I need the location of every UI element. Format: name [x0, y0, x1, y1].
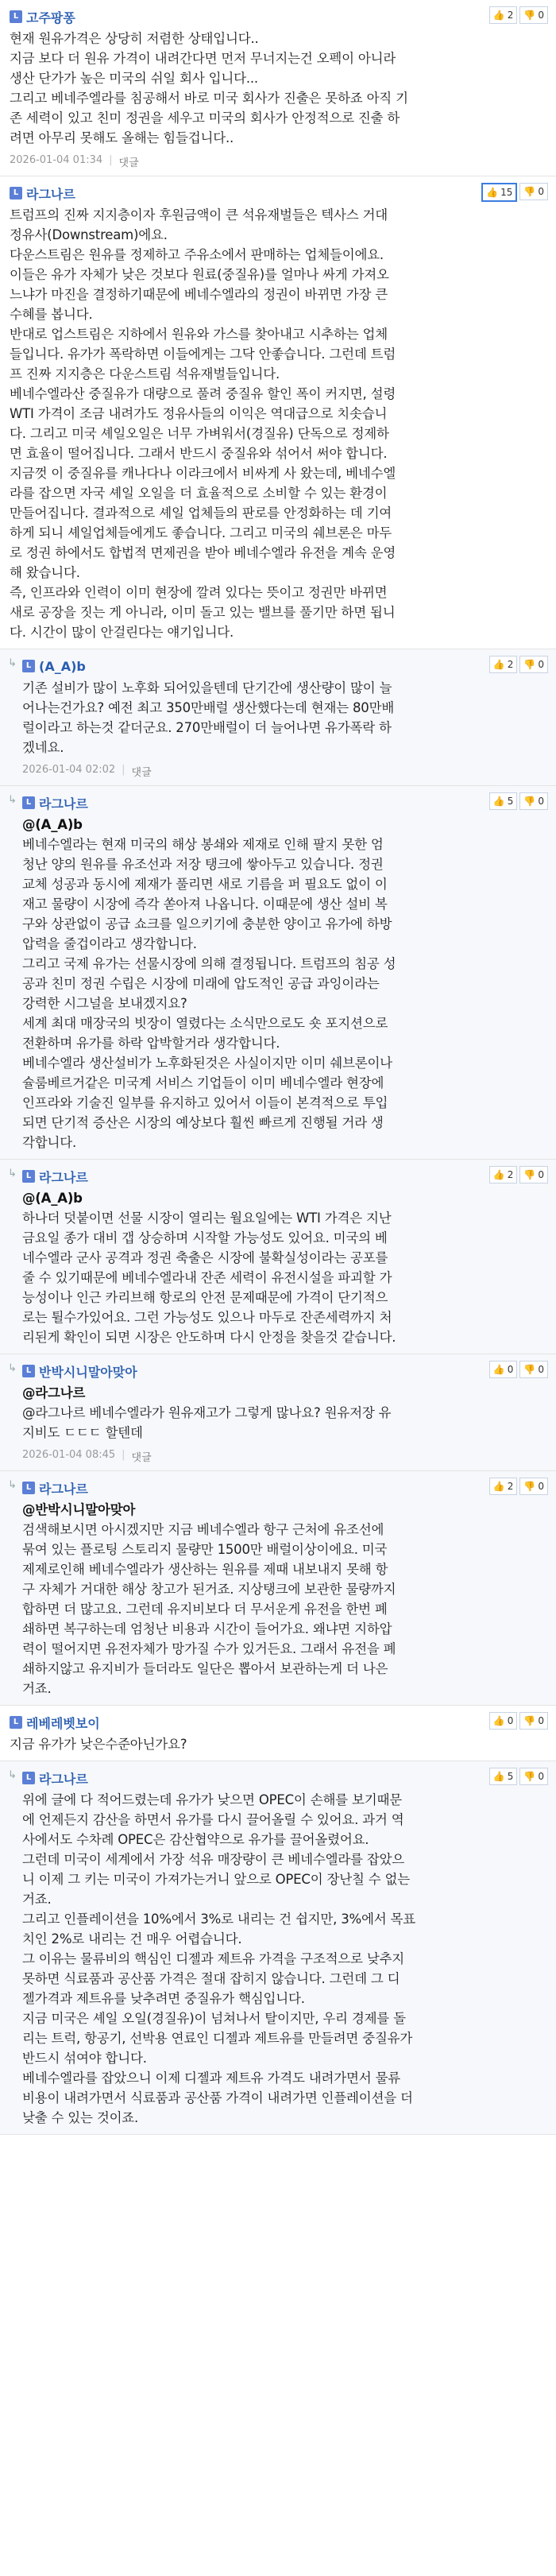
comment-item [0, 0, 556, 176]
downvote-count: 0 [538, 186, 544, 197]
downvote-count: 0 [538, 1169, 544, 1180]
comment-text-line: 리는 트럭, 항공기, 선박용 연료인 디젤과 제트유를 만들려면 중질유가 [22, 2031, 413, 2046]
comment-text-line: 반대로 업스트림은 지하에서 원유와 가스를 찾아내고 시추하는 업체 [10, 327, 388, 342]
thumbs-up-icon: 👍 [492, 1771, 505, 1782]
user-level-icon: L [22, 1170, 35, 1183]
thumbs-up-icon: 👍 [492, 1169, 505, 1180]
upvote-button[interactable] [489, 792, 518, 810]
comment-text-line: 위에 글에 다 적어드렸는데 유가가 낮으면 OPEC이 손해를 보기때문 [22, 1792, 402, 1807]
comment-text-line: 만들어집니다. 결과적으로 셰일 업체들의 판로를 안정화하는 데 기여 [10, 506, 392, 521]
comment-item [0, 1761, 556, 2135]
comment-header [22, 1166, 546, 1187]
comment-text-line: 겠네요. [22, 740, 64, 755]
downvote-button[interactable] [519, 792, 548, 810]
comment-text-line: 되면 단기적 증산은 시장의 예상보다 훨씬 빠르게 진행될 거라 생 [22, 1115, 384, 1130]
upvote-count: 15 [500, 187, 513, 198]
comment-text-line: 프 진짜 지지층은 다운스트림 석유재벌들입니다. [10, 366, 280, 382]
reply-link[interactable]: 댓글 [118, 157, 139, 169]
comment-header [22, 1478, 546, 1498]
comment-text-line: 지금 미국은 셰일 오일(경질유)이 넘쳐나서 탈이지만, 우리 경제를 돌 [22, 2011, 406, 2026]
thumbs-down-icon: 👎 [523, 659, 536, 670]
upvote-button[interactable] [489, 656, 518, 673]
comment-text-line: 존 세력이 있고 친미 정권을 세우고 미국의 회사가 안정적으로 진출 하 [10, 110, 400, 126]
author-nickname[interactable]: 반박시니말아맞아 [39, 1364, 137, 1380]
comment-text-line: 재고 물량이 시장에 즉각 쏟아져 나옵니다. 이때문에 생산 설비 복 [22, 897, 388, 912]
comment-text-line: 지비도 ㄷㄷㄷ 할텐데 [22, 1425, 143, 1440]
reply-arrow-icon: ↳ [8, 657, 17, 669]
author-nickname[interactable]: (A_A)b [39, 658, 86, 674]
author-nickname[interactable]: 고주팡퐁 [26, 10, 75, 25]
upvote-count: 2 [507, 10, 514, 21]
meta-divider: | [122, 1449, 125, 1461]
downvote-count: 0 [538, 659, 544, 670]
comment-meta [22, 1449, 546, 1464]
vote-buttons [489, 1361, 548, 1378]
comment-text-line: 그리고 국제 유가는 선물시장에 의해 결정됩니다. 트럼프의 침공 성 [22, 956, 396, 971]
reply-arrow-icon: ↳ [8, 1362, 17, 1374]
downvote-button[interactable] [519, 1166, 548, 1183]
comment-header [22, 1768, 546, 1788]
comment-text-line: 트럼프의 진짜 지지층이자 후원금액이 큰 석유재벌들은 텍사스 거대 [10, 207, 388, 223]
comment-text-line: 능성이나 인근 카리브해 항로의 안전 문제때문에 가격이 단기적으 [22, 1290, 388, 1305]
reply-arrow-icon: ↳ [8, 794, 17, 806]
thumbs-down-icon: 👎 [523, 186, 536, 197]
comment-text-line: 그리고 베네주엘라를 침공해서 바로 미국 회사가 진출은 못하죠 아직 기 [10, 91, 408, 106]
upvote-count: 2 [507, 659, 514, 670]
mention-tag[interactable]: @반박시니말아맞아 [22, 1502, 136, 1517]
comment-item [0, 1354, 556, 1471]
comment-text-line: 다운스트림은 원유를 정제하고 주유소에서 판매하는 업체들이에요. [10, 247, 384, 262]
thumbs-up-icon: 👍 [492, 1364, 505, 1375]
comment-text-line: 베네수엘라는 현재 미국의 해상 봉쇄와 제재로 인해 팔지 못한 엄 [22, 837, 384, 852]
comment-item [0, 176, 556, 649]
comment-header [22, 656, 546, 676]
downvote-count: 0 [538, 1364, 544, 1375]
reply-arrow-icon: ↳ [8, 1479, 17, 1491]
comment-text-line: 낮출 수 있는 것이죠. [22, 2110, 139, 2125]
author-nickname[interactable]: 라그나르 [39, 1771, 88, 1787]
comment-text-line: 니 이제 그 키는 미국이 가져가는거니 앞으로 OPEC이 장난칠 수 없는 [22, 1872, 411, 1887]
author-nickname[interactable]: 레베레벳보이 [26, 1715, 100, 1731]
thumbs-up-icon: 👍 [492, 1715, 505, 1726]
comment-text-line: 지금껏 이 중질유를 캐나다나 이라크에서 비싸게 사 왔는데, 베네수엘 [10, 466, 396, 481]
comment-text-line: 지금 유가가 낮은수준아닌가요? [10, 1737, 187, 1752]
downvote-button[interactable] [519, 1361, 548, 1378]
comment-text-line: 라를 잡으면 자국 셰일 오일을 더 효율적으로 소비할 수 있는 환경이 [10, 486, 388, 501]
comment-text-line: 구 자체가 거대한 해상 창고가 된거죠. 지상탱크에 보관한 물량까지 [22, 1582, 396, 1597]
meta-divider: | [109, 154, 113, 166]
downvote-button[interactable] [519, 1712, 548, 1730]
comment-text-line: 반드시 섞여야 합니다. [22, 2051, 147, 2066]
comment-text-line: 로 정권 하에서도 합법적 면제권을 받아 베네수엘라 유전을 계속 운영 [10, 545, 396, 560]
comment-text-line: 교체 성공과 동시에 제재가 풀리면 새로 기름을 퍼 필요도 없이 이 [22, 877, 388, 892]
comment-text-line: 강력한 시그널을 보내겠지요? [22, 996, 187, 1011]
comment-text-line: 즉, 인프라와 인력이 이미 현장에 깔려 있다는 뜻이고 정권만 바뀌면 [10, 585, 388, 600]
comment-item [0, 1706, 556, 1761]
mention-tag[interactable]: @(A_A)b [22, 817, 83, 832]
user-level-icon: L [22, 660, 35, 672]
comment-item [0, 786, 556, 1160]
comment-body [22, 678, 546, 757]
user-level-icon: L [22, 1365, 35, 1377]
comment-text-line: 생산 단가가 높은 미국의 쉬일 회사 입니다... [10, 71, 258, 86]
comment-text-line: 전환하며 유가를 하락 압박할거라 생각합니다. [22, 1036, 280, 1051]
comment-item [0, 649, 556, 786]
user-level-icon: L [22, 1482, 35, 1494]
upvote-count: 5 [507, 1771, 514, 1782]
comment-text-line: 다. 시간이 많이 안걸린다는 얘기입니다. [10, 625, 234, 640]
comment-text-line: 청난 양의 원유를 유조선과 저장 탱크에 쌓아두고 있습니다. 정권 [22, 857, 384, 872]
vote-buttons [489, 1478, 548, 1495]
comment-date: 2026-01-04 02:02 [22, 764, 116, 776]
comment-text-line: 면 효율이 떨어집니다. 그래서 반드시 중질유와 섞어서 써야 합니다. [10, 446, 388, 461]
downvote-button[interactable] [519, 6, 548, 24]
comment-text-line: 려면 아무리 못해도 올해는 힘들겁니다.. [10, 130, 234, 145]
thumbs-down-icon: 👎 [523, 1715, 536, 1726]
comment-text-line: 이들은 유가 자체가 낮은 것보다 원료(중질유)를 얼마나 싸게 가져오 [10, 267, 389, 282]
comment-body [10, 1734, 546, 1754]
comment-text-line: 해 왔습니다. [10, 565, 80, 580]
comment-text-line: 거죠. [22, 1681, 52, 1696]
comment-text-line: 사에서도 수차례 OPEC은 감산협약으로 유가를 끌어올렸어요. [22, 1832, 369, 1847]
vote-buttons [489, 656, 548, 673]
upvote-button[interactable] [489, 1361, 518, 1378]
downvote-button[interactable] [519, 1478, 548, 1495]
comment-text-line: 에 언제든지 감산을 하면서 유가를 다시 끌어올릴 수 있어요. 과거 역 [22, 1812, 404, 1827]
comment-date: 2026-01-04 08:45 [22, 1449, 116, 1461]
comment-text-line: 럴이라고 하는것 같더군요. 270만배럴이 더 늘어나면 유가폭락 하 [22, 720, 392, 735]
comment-text-line: 리된게 확인이 되면 시장은 안도하며 다시 안정을 찾을것 같습니다. [22, 1330, 396, 1345]
comment-meta [22, 764, 546, 779]
thumbs-up-icon: 👍 [492, 659, 505, 670]
upvote-count: 0 [507, 1715, 514, 1726]
upvote-count: 5 [507, 796, 514, 807]
comment-header [22, 792, 546, 813]
thumbs-down-icon: 👎 [523, 1364, 536, 1375]
comment-body [22, 815, 546, 1152]
comment-meta [10, 154, 546, 169]
comment-item [0, 1160, 556, 1354]
comment-header [10, 6, 546, 27]
thumbs-up-icon: 👍 [492, 10, 505, 21]
upvote-count: 2 [507, 1481, 514, 1492]
thumbs-down-icon: 👎 [523, 796, 536, 807]
comment-text-line: WTI 가격이 조금 내려가도 정유사들의 이익은 역대급으로 치솟습니 [10, 406, 388, 421]
comment-text-line: 검색해보시면 아시겠지만 지금 베네수엘라 항구 근처에 유조선에 [22, 1522, 384, 1537]
meta-divider: | [122, 764, 125, 776]
comment-text-line: 수혜를 봅니다. [10, 307, 93, 322]
comment-text-line: 비용이 내려가면서 식료품과 공산품 가격이 내려가면 인플레이션을 더 [22, 2090, 413, 2105]
comment-header [10, 183, 546, 203]
author-nickname[interactable]: 라그나르 [26, 186, 75, 202]
comment-text-line: 지금 보다 더 원유 가격이 내려간다면 먼저 무너지는건 오펙이 아니라 [10, 51, 396, 66]
user-level-icon: L [22, 796, 35, 809]
upvote-button[interactable] [489, 1166, 518, 1183]
comment-text-line: 구와 상관없이 공급 쇼크를 일으키기에 충분한 양이고 유가에 하방 [22, 916, 392, 932]
comment-text-line: @라그나르 베네수엘라가 원유재고가 그렇게 많나요? 원유저장 유 [22, 1405, 392, 1420]
comment-text-line: 느냐가 마진을 결정하기때문에 베네수엘라의 정권이 바뀌면 가장 큰 [10, 287, 388, 302]
thumbs-down-icon: 👎 [523, 1481, 536, 1492]
comment-text-line: 로는 튈수가있어요. 그런 가능성도 있으나 마두로 잔존세력까지 처 [22, 1310, 392, 1325]
comment-text-line: 쇄하면 복구하는데 엄청난 비용과 시간이 들어가요. 왜냐면 지하압 [22, 1621, 392, 1637]
comment-text-line: 들입니다. 유가가 폭락하면 이들에게는 그닥 안좋습니다. 그런데 트럼 [10, 347, 396, 362]
comment-text-line: 베네수엘라를 잡았으니 이제 디젤과 제트유 가격도 내려가면서 물류 [22, 2070, 401, 2086]
downvote-button[interactable] [519, 183, 548, 200]
comment-text-line: 새로 공장을 짓는 게 아니라, 이미 돌고 있는 밸브를 풀기만 하면 됩니 [10, 605, 396, 620]
comment-text-line: 묶여 있는 플로팅 스토리지 물량만 1500만 배럴이상이에요. 미국 [22, 1542, 388, 1557]
upvote-button[interactable] [489, 6, 518, 24]
upvote-button[interactable] [489, 1478, 518, 1495]
comment-text-line: 하나더 덧붙이면 선물 시장이 열리는 월요일에는 WTI 가격은 지난 [22, 1211, 392, 1226]
downvote-button[interactable] [519, 1768, 548, 1785]
comment-text-line: 공과 친미 정권 수립은 시장에 미래에 압도적인 공급 과잉이라는 [22, 976, 380, 991]
vote-buttons [489, 1166, 548, 1183]
vote-buttons [481, 183, 548, 202]
comment-text-line: 금요일 종가 대비 갭 상승하며 시작할 가능성도 있어요. 미국의 베 [22, 1230, 388, 1245]
thumbs-up-icon: 👍 [486, 187, 499, 198]
downvote-count: 0 [538, 1715, 544, 1726]
comment-date: 2026-01-04 01:34 [10, 154, 103, 166]
upvote-button[interactable] [489, 1712, 518, 1730]
comment-text-line: 줄 수 있기때문에 베네수엘라내 잔존 세력이 유전시설을 파괴할 가 [22, 1270, 392, 1285]
comment-text-line: 그리고 인플레이션을 10%에서 3%로 내리는 건 쉽지만, 3%에서 목표 [22, 1912, 416, 1927]
reply-link[interactable]: 댓글 [131, 767, 152, 779]
comment-text-line: 어나는건가요? 예전 최고 350만배럴 생산했다는데 현재는 80만배 [22, 700, 395, 715]
mention-tag[interactable]: @(A_A)b [22, 1191, 83, 1206]
comment-text-line: 못하면 식료품과 공산품 가격은 절대 잡히지 않습니다. 그런데 그 디 [22, 1971, 400, 1986]
comment-text-line: 그 이유는 물류비의 핵심인 디젤과 제트유 가격을 구조적으로 낮추지 [22, 1951, 405, 1966]
comment-text-line: 각합니다. [22, 1135, 77, 1150]
comment-body [22, 1383, 546, 1443]
reply-arrow-icon: ↳ [8, 1769, 17, 1781]
comment-body [22, 1790, 546, 2128]
user-level-icon: L [10, 10, 22, 23]
reply-link[interactable]: 댓글 [131, 1452, 152, 1464]
comment-text-line: 기존 설비가 많이 노후화 되어있을텐데 단기간에 생산량이 많이 늘 [22, 680, 392, 695]
downvote-count: 0 [538, 10, 544, 21]
comment-body [22, 1500, 546, 1699]
thumbs-down-icon: 👎 [523, 1771, 536, 1782]
downvote-count: 0 [538, 796, 544, 807]
comment-text-line: 베네수엘라산 중질유가 대량으로 풀려 중질유 할인 폭이 커지면, 설령 [10, 386, 396, 401]
downvote-count: 0 [538, 1771, 544, 1782]
reply-arrow-icon: ↳ [8, 1168, 17, 1180]
comment-body [10, 29, 546, 148]
mention-tag[interactable]: @라그나르 [22, 1385, 86, 1400]
thumbs-up-icon: 👍 [492, 796, 505, 807]
author-nickname[interactable]: 라그나르 [39, 1169, 88, 1185]
comment-text-line: 다. 그리고 미국 셰일오일은 너무 가벼워서(경질유) 단독으로 정제하 [10, 426, 389, 441]
comment-text-line: 합하면 더 많고요. 그런데 유지비보다 더 무서운게 유전을 한번 폐 [22, 1602, 388, 1617]
thumbs-down-icon: 👎 [523, 10, 536, 21]
user-level-icon: L [22, 1772, 35, 1784]
comment-text-line: 인프라와 기술진 일부를 유지하고 있어서 이들이 본격적으로 투입 [22, 1095, 388, 1110]
vote-buttons [489, 792, 548, 810]
comment-text-line: 네수엘라 군사 공격과 정권 축출은 시장에 불확실성이라는 공포를 [22, 1250, 388, 1265]
comment-text-line: 하게 되니 셰일업체들에게도 좋습니다. 그리고 미국의 쉐브론은 마두 [10, 525, 392, 540]
comment-text-line: 력이 떨어지면 유전자체가 망가질 수가 있거든요. 그래서 유전을 폐 [22, 1641, 396, 1656]
comment-text-line: 압력을 줄겁이라고 생각합니다. [22, 936, 197, 951]
comment-text-line: 치인 2%로 내리는 건 매우 어렵습니다. [22, 1931, 242, 1947]
upvote-count: 0 [507, 1364, 514, 1375]
thumbs-down-icon: 👎 [523, 1169, 536, 1180]
comment-header [10, 1712, 546, 1733]
comment-text-line: 베네수엘라 생산설비가 노후화된것은 사실이지만 이미 쉐브론이나 [22, 1056, 392, 1071]
comment-text-line: 거죠. [22, 1892, 52, 1907]
vote-buttons [489, 1768, 548, 1785]
comment-text-line: 제제로인해 베네수엘라가 생산하는 원유를 제때 내보내지 못해 항 [22, 1562, 388, 1577]
user-level-icon: L [10, 1716, 22, 1729]
comment-item [0, 1471, 556, 1706]
upvote-button[interactable] [481, 183, 517, 202]
user-level-icon: L [10, 187, 22, 199]
vote-buttons [489, 6, 548, 24]
comment-body [22, 1188, 546, 1347]
downvote-button[interactable] [519, 656, 548, 673]
comment-body [10, 205, 546, 642]
downvote-count: 0 [538, 1481, 544, 1492]
comment-text-line: 세계 최대 매장국의 빗장이 열렸다는 소식만으로도 숏 포지션으로 [22, 1016, 388, 1031]
thumbs-up-icon: 👍 [492, 1481, 505, 1492]
author-nickname[interactable]: 라그나르 [39, 1481, 88, 1497]
author-nickname[interactable]: 라그나르 [39, 796, 88, 812]
comment-text-line: 쇄하지않고 유지비가 들더라도 일단은 뽑아서 보관하는게 더 나은 [22, 1661, 388, 1676]
comment-text-line: 젤가격과 제트유를 낮추려면 중질유가 핵심입니다. [22, 1991, 305, 2006]
comment-text-line: 그런데 미국이 세계에서 가장 석유 매장량이 큰 베네수엘라를 잡았으 [22, 1852, 405, 1867]
comment-header [22, 1361, 546, 1381]
comment-text-line: 정유사(Downstream)에요. [10, 227, 168, 242]
comment-text-line: 현재 원유가격은 상당히 저렴한 상태입니다.. [10, 31, 259, 46]
vote-buttons [489, 1712, 548, 1730]
upvote-count: 2 [507, 1169, 514, 1180]
comment-text-line: 슐룸베르거같은 미국계 서비스 기업들이 이미 베네수엘라 현장에 [22, 1075, 384, 1090]
upvote-button[interactable] [489, 1768, 518, 1785]
